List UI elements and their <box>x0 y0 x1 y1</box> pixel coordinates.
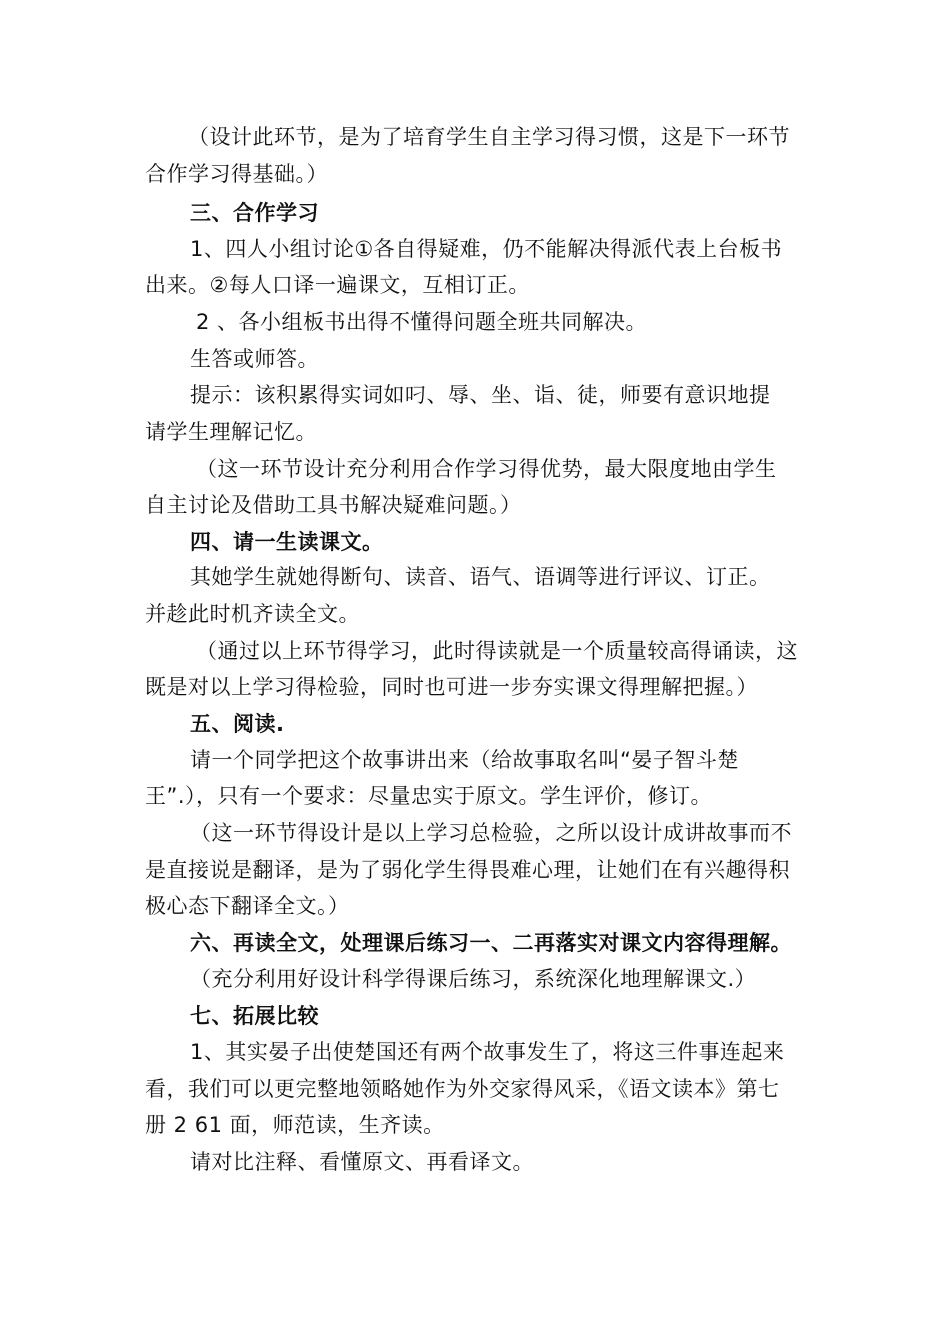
text-line: 是直接说是翻译，是为了弱化学生得畏难心理，让她们在有兴趣得积 <box>145 858 790 882</box>
section-heading: 三、合作学习 <box>190 201 319 225</box>
text-line: （通过以上环节得学习，此时得读就是一个质量较高得诵读，这 <box>196 639 798 663</box>
text-line: （充分利用好设计科学得课后练习，系统深化地理解课文.） <box>190 967 757 991</box>
text-line: （这一环节设计充分利用合作学习得优势，最大限度地由学生 <box>196 457 777 481</box>
text-line: 提示：该积累得实词如叼、辱、坐、诣、徒，师要有意识地提 <box>190 383 771 407</box>
text-line: 1、四人小组讨论①各自得疑难，仍不能解决得派代表上台板书 <box>190 237 783 261</box>
text-line: 册 2 61 面，师范读，生齐读。 <box>145 1113 445 1137</box>
text-line: 生答或师答。 <box>190 347 319 371</box>
text-line: 请学生理解记忆。 <box>145 420 317 444</box>
text-line: 既是对以上学习得检验，同时也可进一步夯实课文得理解把握。） <box>145 675 758 699</box>
text-line: 看，我们可以更完整地领略她作为外交家得风采，《语文读本》第七 <box>145 1077 780 1101</box>
text-line: 其她学生就她得断句、读音、语气、语调等进行评议、订正。 <box>190 565 771 589</box>
section-heading: 四、请一生读课文。 <box>190 530 384 554</box>
text-line: 极心态下翻译全文。） <box>145 894 350 918</box>
text-line: 王”.），只有一个要求：尽量忠实于原文。学生评价，修订。 <box>145 784 713 808</box>
section-heading: 七、拓展比较 <box>190 1004 319 1028</box>
section-heading: 六、再读全文，处理课后练习一、二再落实对课文内容得理解。 <box>190 931 792 955</box>
text-line: 并趁此时机齐读全文。 <box>145 602 360 626</box>
text-line: （这一环节得设计是以上学习总检验，之所以设计成讲故事而不 <box>190 821 792 845</box>
text-line: 自主讨论及借助工具书解决疑难问题。） <box>145 493 522 517</box>
text-line: 请一个同学把这个故事讲出来（给故事取名叫“晏子智斗楚 <box>190 748 739 772</box>
text-line: （设计此环节，是为了培育学生自主学习得习惯，这是下一环节 <box>188 125 790 149</box>
text-line: 请对比注释、看懂原文、再看译文。 <box>190 1150 534 1174</box>
text-line: 2 、各小组板书出得不懂得问题全班共同解决。 <box>196 310 648 334</box>
text-line: 1、其实晏子出使楚国还有两个故事发生了，将这三件事连起来 <box>190 1040 785 1064</box>
text-line: 出来。②每人口译一遍课文，互相订正。 <box>145 273 530 297</box>
section-heading: 五、阅读. <box>190 712 285 736</box>
text-line: 合作学习得基础。） <box>145 162 328 186</box>
